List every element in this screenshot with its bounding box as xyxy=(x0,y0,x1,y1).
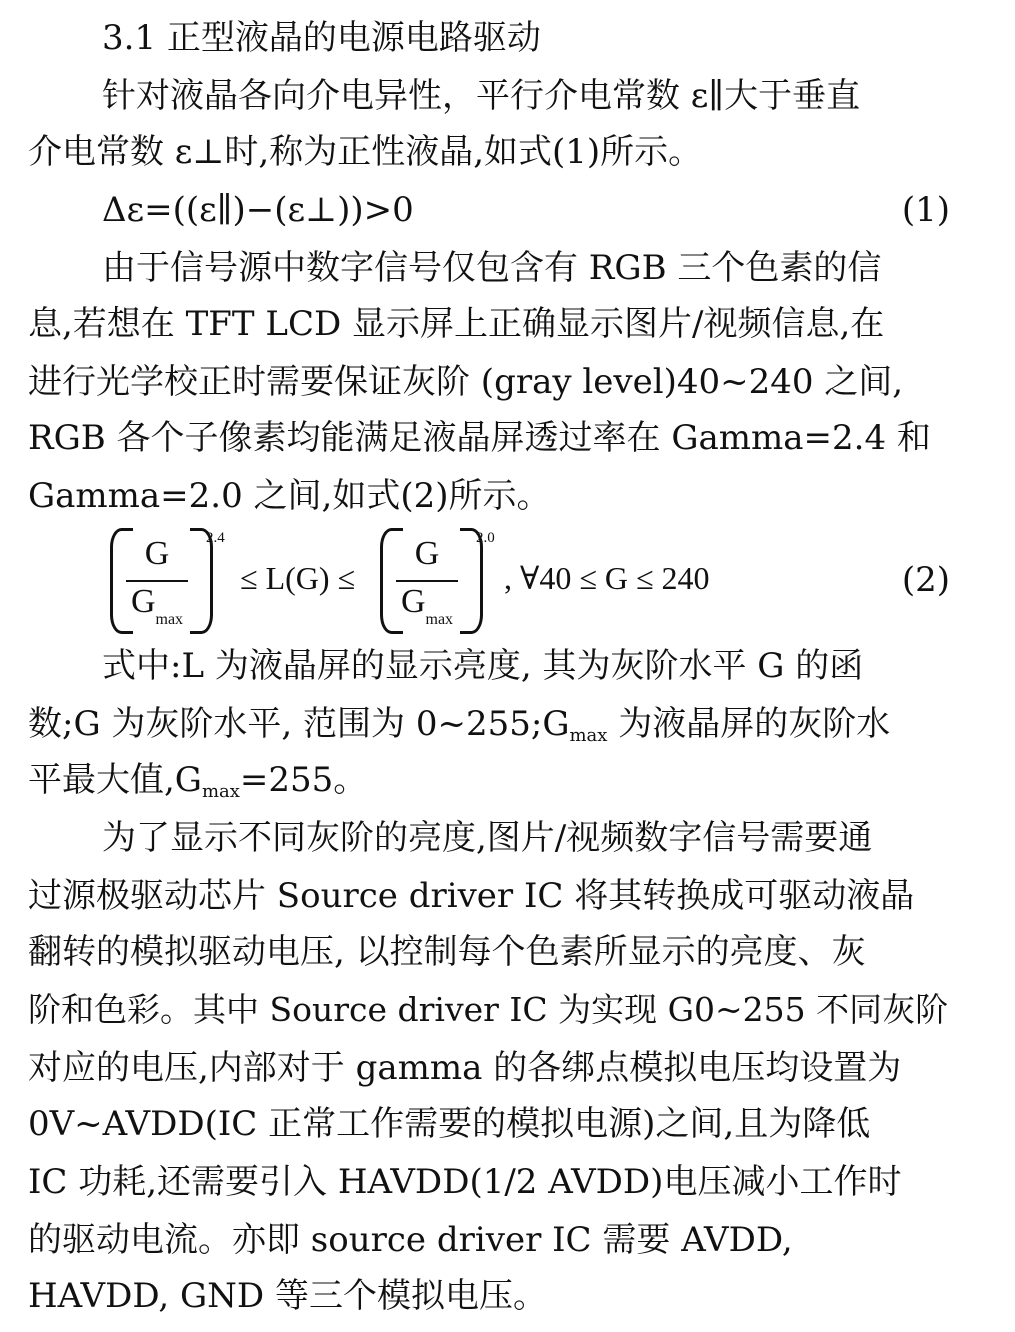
para2-line3: 进行光学校正时需要保证灰阶 (gray level)40~240 之间, xyxy=(28,362,904,402)
fraction-2-bar xyxy=(396,580,458,582)
fraction-1 xyxy=(122,528,192,628)
para1-line2: 介电常数 ε⊥时,称为正性液晶,如式(1)所示。 xyxy=(28,132,703,172)
equation-2-middle: ≤ L(G) ≤ xyxy=(240,560,356,596)
fraction-2-numerator: G xyxy=(414,535,440,572)
equation-1-number: (1) xyxy=(901,190,950,230)
fraction-1-denominator: $G_{max}$ xyxy=(130,583,184,628)
fraction-1-bar xyxy=(126,580,188,582)
equation-2 xyxy=(104,528,804,632)
para4-line1: 为了显示不同灰阶的亮度,图片/视频数字信号需要通 xyxy=(102,818,873,858)
equation-2-tail: , ∀40 ≤ G ≤ 240 xyxy=(504,560,710,596)
para3-line3: 平最大值$,G_{max}=255$。 xyxy=(28,760,368,802)
para2-line2: 息,若想在 TFT LCD 显示屏上正确显示图片/视频信息,在 xyxy=(28,304,885,344)
para1-line1: 针对液晶各向介电异性，平行介电常数 ε∥大于垂直 xyxy=(102,76,861,116)
fraction-2-denominator: $G_{max}$ xyxy=(400,583,454,628)
para2-line5: Gamma=2.0 之间,如式(2)所示。 xyxy=(28,476,551,516)
para4-line4: 阶和色彩。其中 Source driver IC 为实现 G0~255 不同灰阶 xyxy=(28,990,949,1029)
equation-1: Δε=((ε∥)−(ε⊥))>0 xyxy=(102,190,414,230)
para2-line4: RGB 各个子像素均能满足液晶屏透过率在 Gamma=2.4 和 xyxy=(28,418,931,458)
exponent-2: 2.0 xyxy=(476,530,495,546)
para4-line5: 对应的电压,内部对于 gamma 的各绑点模拟电压均设置为 xyxy=(28,1048,902,1088)
exponent-1: 2.4 xyxy=(206,530,225,546)
fraction-2 xyxy=(392,528,462,628)
section-heading: 3.1 正型液晶的电源电路驱动 xyxy=(102,18,541,58)
para4-line9: HAVDD, GND 等三个模拟电压。 xyxy=(28,1276,547,1316)
para3-line2: 数;G 为灰阶水平, 范围为 $0\sim 255;G_{max}$ 为液晶屏的灰阶水 xyxy=(28,704,891,746)
para4-line6: 0V~AVDD(IC 正常工作需要的模拟电源)之间,且为降低 xyxy=(28,1104,871,1144)
para4-line2: 过源极驱动芯片 Source driver IC 将其转换成可驱动液晶 xyxy=(28,876,915,916)
para3-line1: 式中:L 为液晶屏的显示亮度, 其为灰阶水平 G 的函 xyxy=(102,646,864,686)
para4-line3: 翻转的模拟驱动电压, 以控制每个色素所显示的亮度、灰 xyxy=(28,932,866,972)
para2-line1: 由于信号源中数字信号仅包含有 RGB 三个色素的信 xyxy=(102,248,882,288)
equation-2-number: (2) xyxy=(901,560,950,600)
para4-line7: IC 功耗,还需要引入 HAVDD(1/2 AVDD)电压减小工作时 xyxy=(28,1162,902,1202)
para4-line8: 的驱动电流。亦即 source driver IC 需要 AVDD, xyxy=(28,1220,793,1260)
fraction-1-numerator: G xyxy=(144,535,170,572)
